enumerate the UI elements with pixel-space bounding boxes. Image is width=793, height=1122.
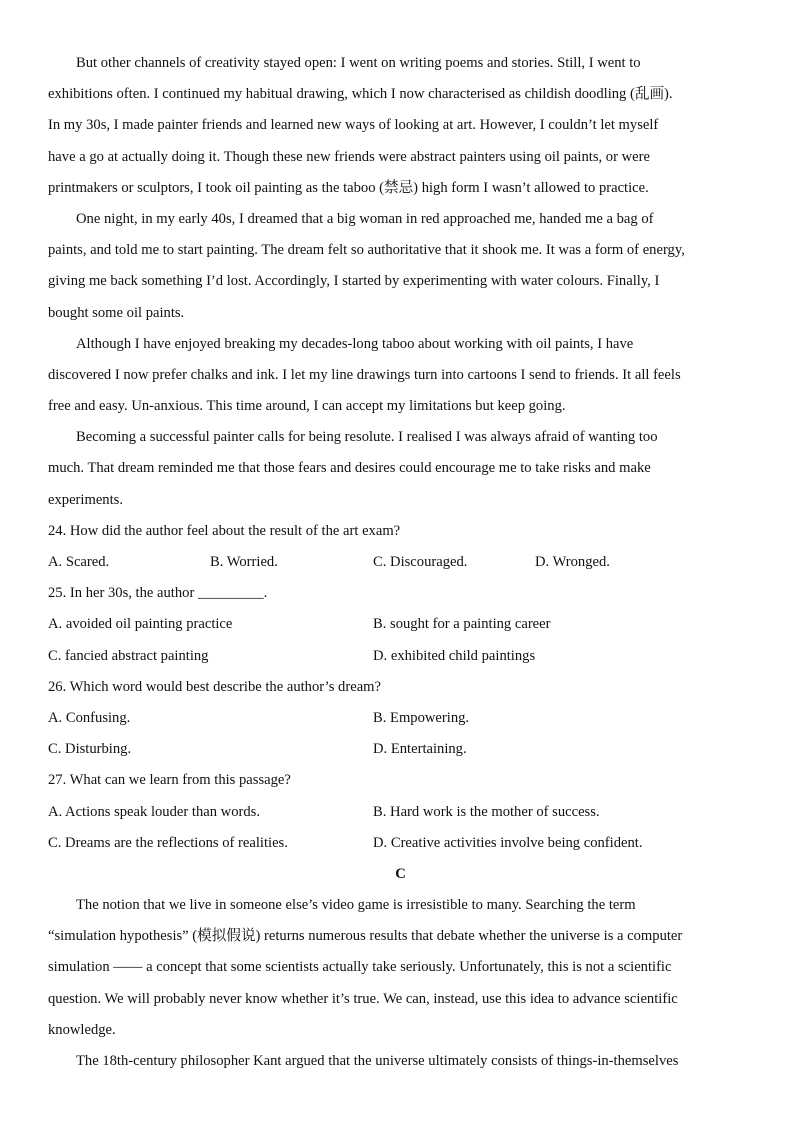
option-c: C. fancied abstract painting <box>48 647 209 664</box>
paragraph-line: bought some oil paints. <box>48 304 185 321</box>
paragraph-line: exhibitions often. I continued my habitual drawing, which I now characterised as childish doodling (乱画). <box>48 86 673 103</box>
option-a: A. Scared. <box>48 554 110 570</box>
option-a: A. Confusing. <box>48 709 131 726</box>
passage-b <box>48 48 753 516</box>
question-27 <box>48 765 753 859</box>
option-b: B. sought for a painting career <box>373 616 551 633</box>
paragraph-line: discovered I now prefer chalks and ink. I let my line drawings turn into cartoons I send to friends. It all feels <box>48 366 681 383</box>
option-row <box>48 797 753 828</box>
paragraph-line: simulation —— a concept that some scientists actually take seriously. Unfortunately, this is not a scientific <box>48 959 672 976</box>
paragraph-line: much. That dream reminded me that those fears and desires could encourage me to take risks and make <box>48 460 651 477</box>
option-a: A. Actions speak louder than words. <box>48 803 260 820</box>
option-c: C. Dreams are the reflections of realities. <box>48 834 288 851</box>
paragraph-line: Although I have enjoyed breaking my decades-long taboo about working with oil paints, I have <box>76 335 634 352</box>
option-b: B. Empowering. <box>373 709 470 726</box>
paragraph-line: Becoming a successful painter calls for being resolute. I realised I was always afraid of wanting too <box>76 429 658 446</box>
section-heading: C <box>395 865 406 882</box>
option-d: D. exhibited child paintings <box>373 647 536 664</box>
paragraph-line: knowledge. <box>48 1021 116 1038</box>
paragraph-line: The notion that we live in someone else’s video game is irresistible to many. Searching the term <box>76 897 636 914</box>
paragraph-line: giving me back something I’d lost. Accordingly, I started by experimenting with water colours. Finally, I <box>48 273 660 290</box>
option-b: B. Worried. <box>210 554 278 570</box>
paragraph-line: have a go at actually doing it. Though these new friends were abstract painters using oil paints, or were <box>48 148 650 165</box>
question-stem: 25. In her 30s, the author _________. <box>48 585 268 602</box>
option-row <box>48 734 753 765</box>
option-d: D. Wronged. <box>535 554 610 570</box>
option-row <box>48 609 753 640</box>
option-a: A. avoided oil painting practice <box>48 616 233 633</box>
option-row <box>48 703 753 734</box>
option-d: D. Creative activities involve being confident. <box>373 834 643 851</box>
paragraph-line: paints, and told me to start painting. The dream felt so authoritative that it shook me. It was a form of energy, <box>48 242 685 259</box>
option-row <box>48 547 753 578</box>
option-c: C. Disturbing. <box>48 741 132 758</box>
document-page <box>48 48 753 1077</box>
option-b: B. Hard work is the mother of success. <box>373 803 600 820</box>
paragraph-line: The 18th-century philosopher Kant argued that the universe ultimately consists of things-in-themselves <box>76 1053 679 1069</box>
option-row <box>48 828 753 859</box>
question-25 <box>48 578 753 672</box>
question-stem: 24. How did the author feel about the result of the art exam? <box>48 522 401 539</box>
paragraph-line: free and easy. Un-anxious. This time around, I can accept my limitations but keep going. <box>48 398 566 415</box>
question-stem: 27. What can we learn from this passage? <box>48 772 291 789</box>
passage-c <box>48 890 753 1077</box>
paragraph-line: question. We will probably never know whether it’s true. We can, instead, use this idea to advance scientific <box>48 990 678 1007</box>
paragraph-line: printmakers or sculptors, I took oil painting as the taboo (禁忌) high form I wasn’t allowed to practice. <box>48 179 649 196</box>
option-row <box>48 641 753 672</box>
option-c: C. Discouraged. <box>373 554 468 570</box>
option-d: D. Entertaining. <box>373 741 467 758</box>
question-26 <box>48 672 753 766</box>
paragraph-line: One night, in my early 40s, I dreamed that a big woman in red approached me, handed me a bag of <box>76 210 654 227</box>
paragraph-line: experiments. <box>48 491 123 508</box>
question-24 <box>48 516 753 578</box>
paragraph-line: In my 30s, I made painter friends and learned new ways of looking at art. However, I couldn’t let myself <box>48 117 659 134</box>
paragraph-line: But other channels of creativity stayed open: I went on writing poems and stories. Still, I went to <box>76 55 641 71</box>
question-stem: 26. Which word would best describe the author’s dream? <box>48 678 381 695</box>
paragraph-line: “simulation hypothesis” (模拟假说) returns numerous results that debate whether the universe is a computer <box>48 928 683 945</box>
